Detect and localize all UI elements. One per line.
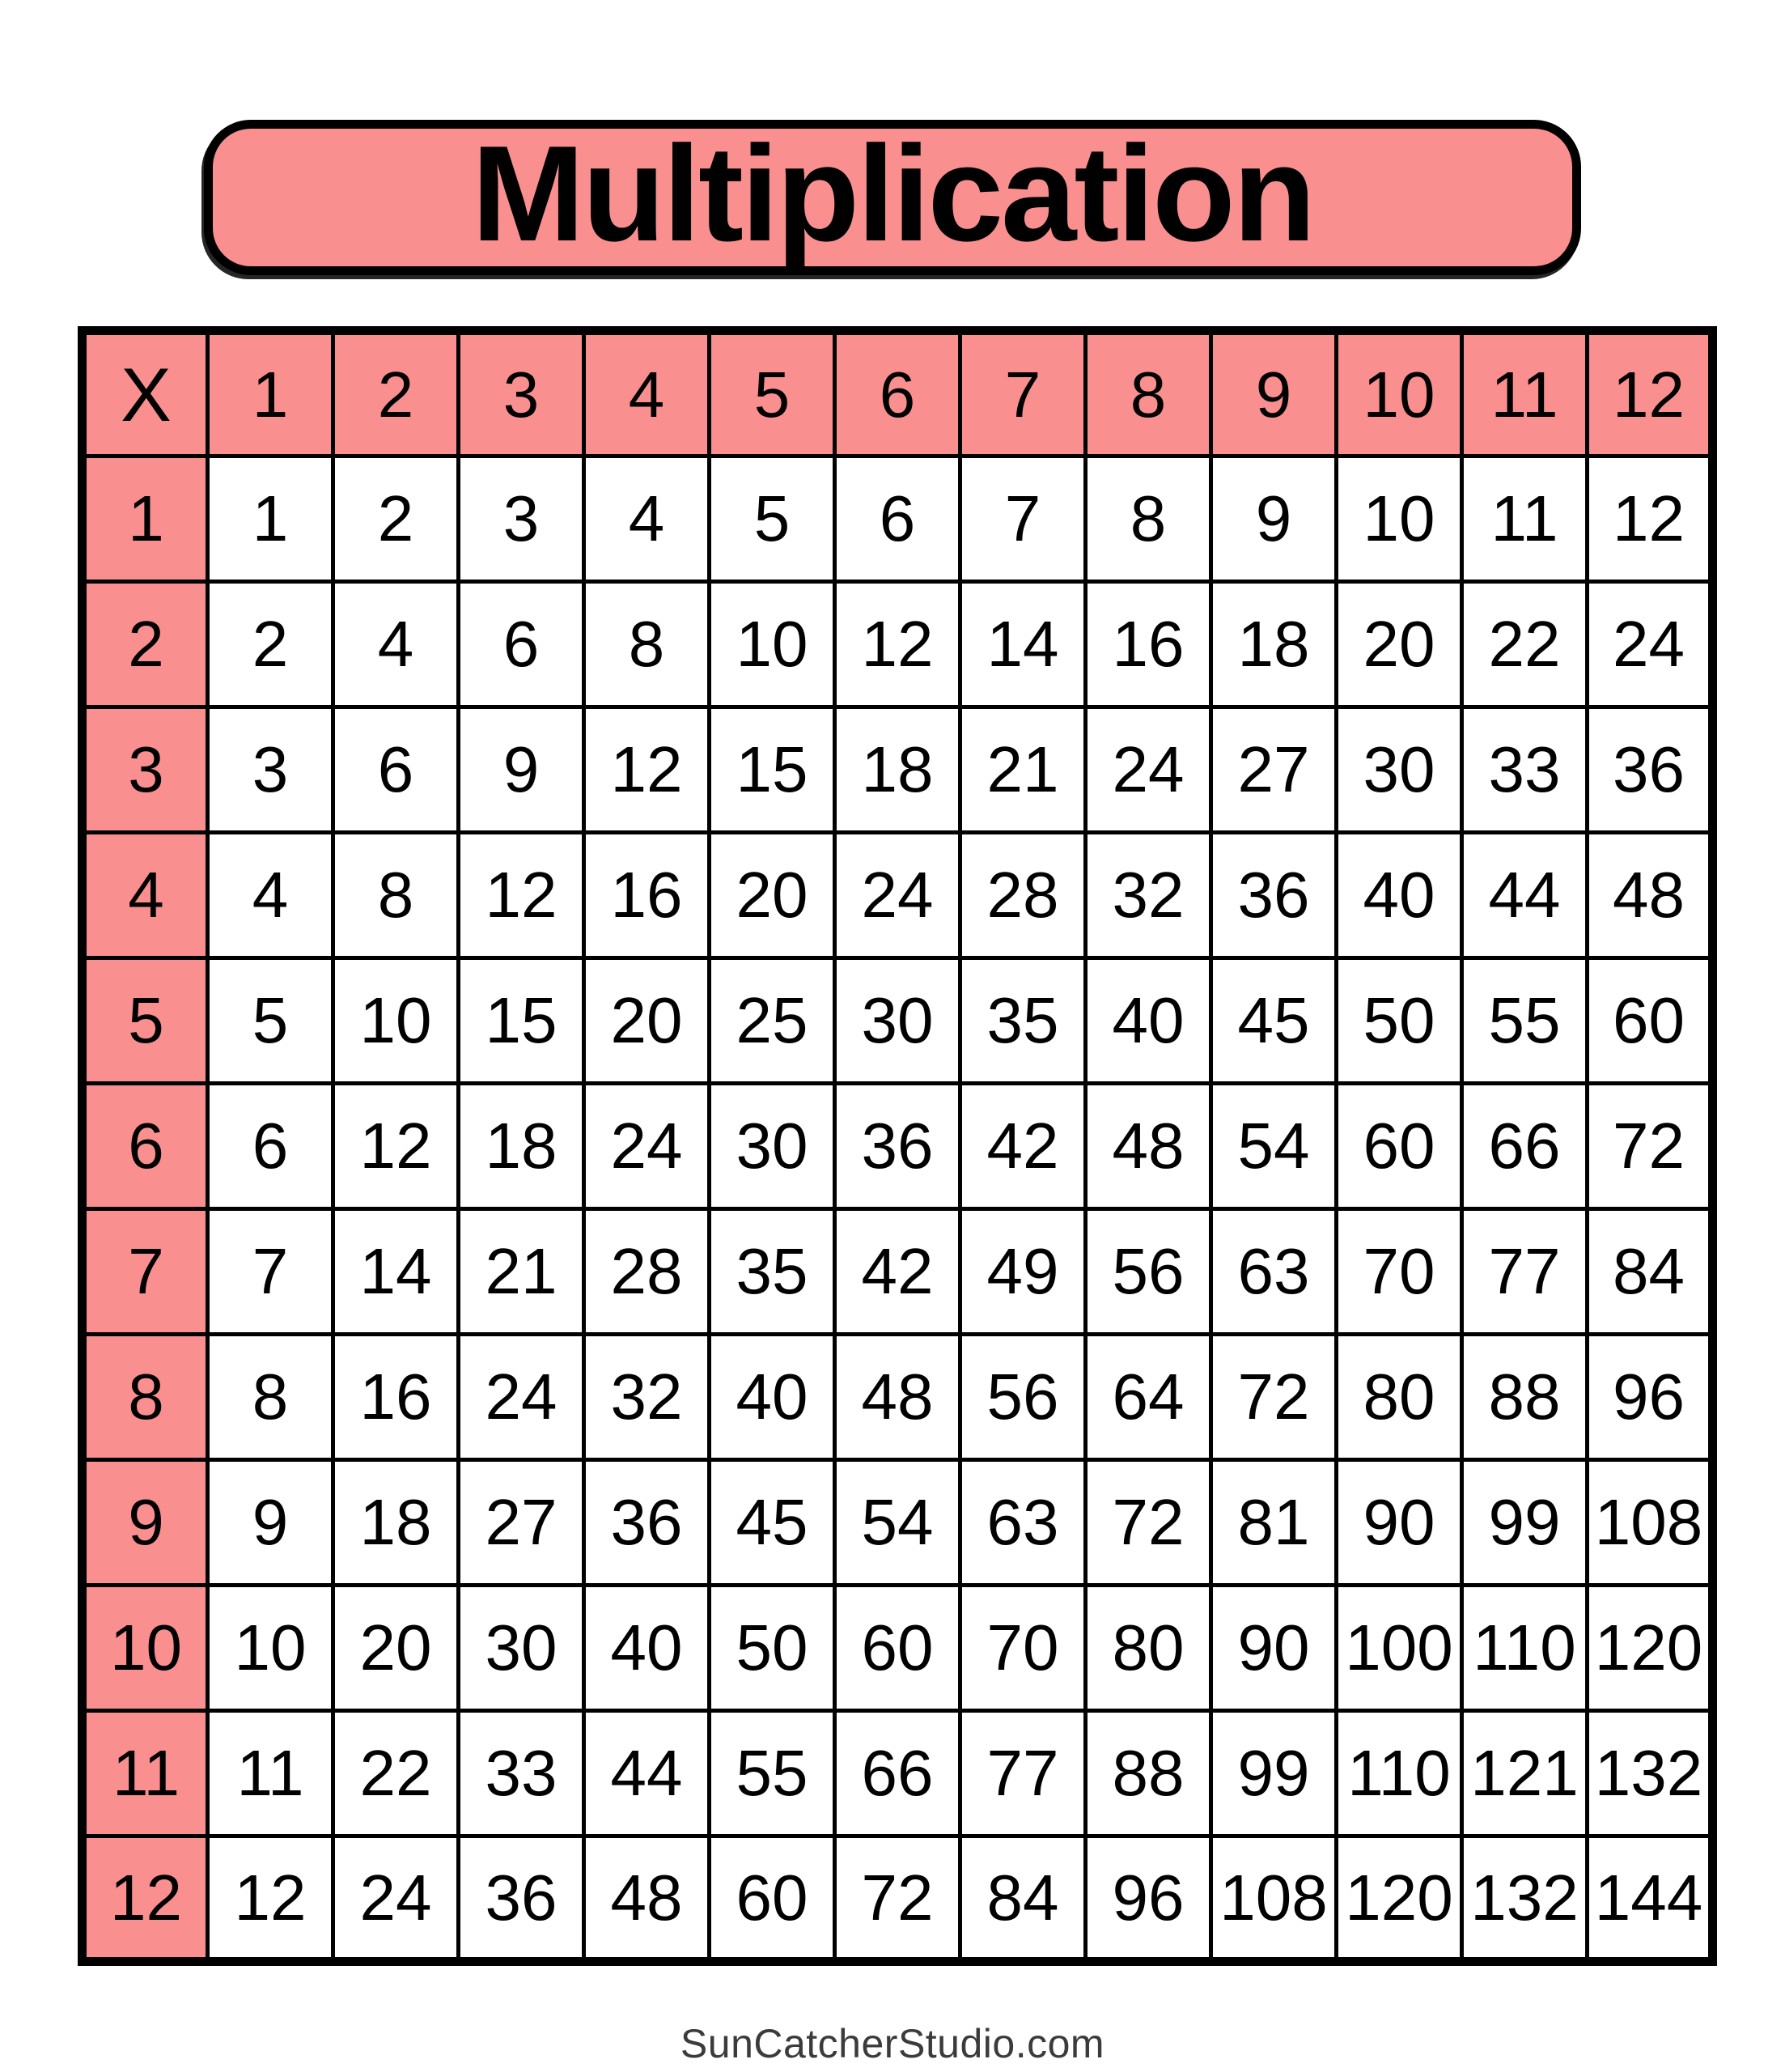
table-row	[83, 833, 1713, 958]
product-cell: 40	[584, 1586, 710, 1711]
product-cell: 120	[1337, 1836, 1462, 1962]
product-cell: 90	[1211, 1586, 1337, 1711]
product-cell: 12	[459, 833, 584, 958]
product-cell: 9	[208, 1460, 333, 1586]
product-cell: 32	[584, 1335, 710, 1460]
product-cell: 12	[208, 1836, 333, 1962]
product-cell: 45	[1211, 958, 1337, 1084]
product-cell: 48	[584, 1836, 710, 1962]
product-cell: 12	[333, 1084, 459, 1209]
product-cell: 2	[208, 582, 333, 707]
product-cell: 88	[1462, 1335, 1588, 1460]
product-cell: 36	[1211, 833, 1337, 958]
product-cell: 9	[1211, 456, 1337, 582]
product-cell: 70	[960, 1586, 1086, 1711]
product-cell: 88	[1086, 1711, 1211, 1836]
product-cell: 100	[1337, 1586, 1462, 1711]
product-cell: 6	[459, 582, 584, 707]
product-cell: 55	[1462, 958, 1588, 1084]
column-header-cell: 9	[1211, 331, 1337, 456]
product-cell: 36	[459, 1836, 584, 1962]
product-cell: 84	[1588, 1209, 1713, 1335]
table-row	[83, 958, 1713, 1084]
product-cell: 15	[459, 958, 584, 1084]
product-cell: 84	[960, 1836, 1086, 1962]
table-row	[83, 1586, 1713, 1711]
product-cell: 132	[1588, 1711, 1713, 1836]
row-header-cell: 12	[83, 1836, 208, 1962]
row-header-cell: 1	[83, 456, 208, 582]
product-cell: 16	[584, 833, 710, 958]
product-cell: 40	[1086, 958, 1211, 1084]
product-cell: 12	[835, 582, 960, 707]
row-header-cell: 2	[83, 582, 208, 707]
product-cell: 8	[333, 833, 459, 958]
table-row	[83, 582, 1713, 707]
product-cell: 48	[1588, 833, 1713, 958]
product-cell: 2	[333, 456, 459, 582]
column-header-cell: 4	[584, 331, 710, 456]
product-cell: 45	[710, 1460, 835, 1586]
product-cell: 6	[835, 456, 960, 582]
product-cell: 21	[459, 1209, 584, 1335]
product-cell: 60	[835, 1586, 960, 1711]
product-cell: 63	[960, 1460, 1086, 1586]
product-cell: 14	[333, 1209, 459, 1335]
product-cell: 77	[1462, 1209, 1588, 1335]
product-cell: 10	[710, 582, 835, 707]
column-header-cell: 2	[333, 331, 459, 456]
product-cell: 49	[960, 1209, 1086, 1335]
product-cell: 132	[1462, 1836, 1588, 1962]
table-row	[83, 1084, 1713, 1209]
title-banner	[204, 117, 1581, 275]
product-cell: 72	[1588, 1084, 1713, 1209]
column-header-cell: 5	[710, 331, 835, 456]
product-cell: 144	[1588, 1836, 1713, 1962]
table-row	[83, 1460, 1713, 1586]
product-cell: 20	[1337, 582, 1462, 707]
product-cell: 66	[835, 1711, 960, 1836]
product-cell: 6	[208, 1084, 333, 1209]
product-cell: 72	[1086, 1460, 1211, 1586]
product-cell: 108	[1211, 1836, 1337, 1962]
product-cell: 24	[459, 1335, 584, 1460]
product-cell: 40	[1337, 833, 1462, 958]
product-cell: 42	[835, 1209, 960, 1335]
product-cell: 4	[584, 456, 710, 582]
column-header-cell: 3	[459, 331, 584, 456]
product-cell: 22	[1462, 582, 1588, 707]
multiplication-table	[78, 326, 1717, 1966]
table-row	[83, 456, 1713, 582]
column-header-cell: 6	[835, 331, 960, 456]
table-row	[83, 707, 1713, 833]
row-header-cell: 5	[83, 958, 208, 1084]
row-header-cell: 7	[83, 1209, 208, 1335]
product-cell: 55	[710, 1711, 835, 1836]
product-cell: 28	[584, 1209, 710, 1335]
row-header-cell: 8	[83, 1335, 208, 1460]
product-cell: 44	[584, 1711, 710, 1836]
product-cell: 27	[459, 1460, 584, 1586]
product-cell: 18	[333, 1460, 459, 1586]
column-header-cell: 1	[208, 331, 333, 456]
page-title: Multiplication	[471, 117, 1314, 270]
product-cell: 30	[835, 958, 960, 1084]
product-cell: 5	[710, 456, 835, 582]
product-cell: 10	[333, 958, 459, 1084]
row-header-cell: 3	[83, 707, 208, 833]
product-cell: 28	[960, 833, 1086, 958]
product-cell: 11	[208, 1711, 333, 1836]
product-cell: 7	[208, 1209, 333, 1335]
product-cell: 64	[1086, 1335, 1211, 1460]
product-cell: 4	[208, 833, 333, 958]
product-cell: 54	[1211, 1084, 1337, 1209]
product-cell: 30	[459, 1586, 584, 1711]
product-cell: 18	[835, 707, 960, 833]
product-cell: 12	[1588, 456, 1713, 582]
product-cell: 30	[710, 1084, 835, 1209]
product-cell: 3	[208, 707, 333, 833]
product-cell: 7	[960, 456, 1086, 582]
product-cell: 60	[1588, 958, 1713, 1084]
product-cell: 1	[208, 456, 333, 582]
product-cell: 16	[1086, 582, 1211, 707]
product-cell: 8	[208, 1335, 333, 1460]
product-cell: 20	[333, 1586, 459, 1711]
product-cell: 36	[1588, 707, 1713, 833]
product-cell: 22	[333, 1711, 459, 1836]
product-cell: 72	[835, 1836, 960, 1962]
product-cell: 25	[710, 958, 835, 1084]
product-cell: 9	[459, 707, 584, 833]
product-cell: 63	[1211, 1209, 1337, 1335]
header-row	[83, 331, 1713, 456]
product-cell: 15	[710, 707, 835, 833]
product-cell: 24	[333, 1836, 459, 1962]
product-cell: 35	[960, 958, 1086, 1084]
table-row	[83, 1836, 1713, 1962]
product-cell: 24	[835, 833, 960, 958]
product-cell: 50	[710, 1586, 835, 1711]
product-cell: 110	[1462, 1586, 1588, 1711]
product-cell: 96	[1588, 1335, 1713, 1460]
column-header-cell: 8	[1086, 331, 1211, 456]
row-header-cell: 6	[83, 1084, 208, 1209]
product-cell: 18	[459, 1084, 584, 1209]
product-cell: 36	[835, 1084, 960, 1209]
product-cell: 10	[208, 1586, 333, 1711]
product-cell: 3	[459, 456, 584, 582]
corner-cell: X	[83, 331, 208, 456]
product-cell: 11	[1462, 456, 1588, 582]
product-cell: 99	[1462, 1460, 1588, 1586]
product-cell: 54	[835, 1460, 960, 1586]
row-header-cell: 11	[83, 1711, 208, 1836]
product-cell: 120	[1588, 1586, 1713, 1711]
product-cell: 8	[584, 582, 710, 707]
product-cell: 121	[1462, 1711, 1588, 1836]
column-header-cell: 12	[1588, 331, 1713, 456]
product-cell: 48	[1086, 1084, 1211, 1209]
product-cell: 6	[333, 707, 459, 833]
product-cell: 4	[333, 582, 459, 707]
row-header-cell: 4	[83, 833, 208, 958]
product-cell: 10	[1337, 456, 1462, 582]
product-cell: 50	[1337, 958, 1462, 1084]
product-cell: 77	[960, 1711, 1086, 1836]
product-cell: 36	[584, 1460, 710, 1586]
product-cell: 66	[1462, 1084, 1588, 1209]
product-cell: 33	[1462, 707, 1588, 833]
product-cell: 12	[584, 707, 710, 833]
table-row	[83, 1335, 1713, 1460]
product-cell: 18	[1211, 582, 1337, 707]
product-cell: 44	[1462, 833, 1588, 958]
product-cell: 20	[710, 833, 835, 958]
product-cell: 21	[960, 707, 1086, 833]
column-header-cell: 11	[1462, 331, 1588, 456]
table-row	[83, 1711, 1713, 1836]
footer-credit: SunCatcherStudio.com	[680, 2021, 1105, 2066]
product-cell: 110	[1337, 1711, 1462, 1836]
product-cell: 80	[1337, 1335, 1462, 1460]
product-cell: 27	[1211, 707, 1337, 833]
table-row	[83, 1209, 1713, 1335]
product-cell: 20	[584, 958, 710, 1084]
row-header-cell: 9	[83, 1460, 208, 1586]
product-cell: 81	[1211, 1460, 1337, 1586]
product-cell: 72	[1211, 1335, 1337, 1460]
product-cell: 60	[710, 1836, 835, 1962]
product-cell: 32	[1086, 833, 1211, 958]
column-header-cell: 10	[1337, 331, 1462, 456]
product-cell: 40	[710, 1335, 835, 1460]
product-cell: 80	[1086, 1586, 1211, 1711]
product-cell: 56	[1086, 1209, 1211, 1335]
product-cell: 24	[1588, 582, 1713, 707]
product-cell: 70	[1337, 1209, 1462, 1335]
product-cell: 33	[459, 1711, 584, 1836]
product-cell: 96	[1086, 1836, 1211, 1962]
product-cell: 56	[960, 1335, 1086, 1460]
product-cell: 24	[1086, 707, 1211, 833]
row-header-cell: 10	[83, 1586, 208, 1711]
product-cell: 5	[208, 958, 333, 1084]
product-cell: 8	[1086, 456, 1211, 582]
product-cell: 108	[1588, 1460, 1713, 1586]
product-cell: 30	[1337, 707, 1462, 833]
column-header-cell: 7	[960, 331, 1086, 456]
product-cell: 48	[835, 1335, 960, 1460]
product-cell: 35	[710, 1209, 835, 1335]
product-cell: 42	[960, 1084, 1086, 1209]
product-cell: 90	[1337, 1460, 1462, 1586]
product-cell: 14	[960, 582, 1086, 707]
product-cell: 99	[1211, 1711, 1337, 1836]
product-cell: 16	[333, 1335, 459, 1460]
product-cell: 60	[1337, 1084, 1462, 1209]
product-cell: 24	[584, 1084, 710, 1209]
